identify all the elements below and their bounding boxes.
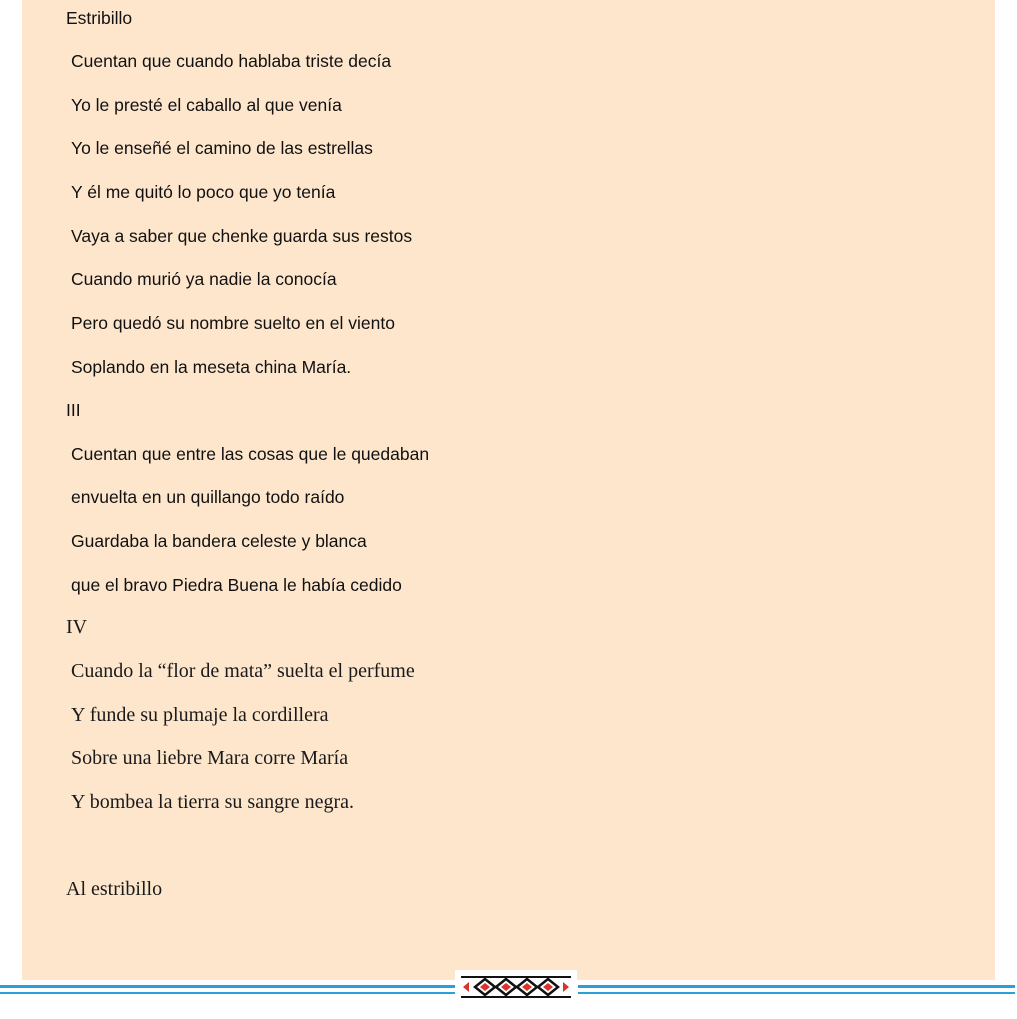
- verse-line: Yo le presté el caballo al que venía: [71, 95, 342, 115]
- section-heading-iii: III: [66, 400, 81, 420]
- verse-line: Vaya a saber que chenke guarda sus restos: [71, 226, 413, 246]
- verse-line: Soplando en la meseta china María.: [71, 357, 352, 377]
- section-heading-estribillo: Estribillo: [66, 8, 133, 28]
- verse-line: Y bombea la tierra su sangre negra.: [71, 791, 355, 813]
- footer-rule-right: [578, 985, 1015, 988]
- section-heading-iv: IV: [66, 616, 88, 638]
- verse-line: Y funde su plumaje la cordillera: [71, 704, 329, 726]
- verse-line: Cuentan que cuando hablaba triste decía: [71, 51, 392, 71]
- verse-line: Sobre una liebre Mara corre María: [71, 747, 349, 769]
- footer-rule-left: [0, 985, 455, 988]
- verse-line: Yo le enseñé el camino de las estrellas: [71, 138, 373, 158]
- andean-weave-motif-icon: [455, 970, 577, 1004]
- refrain-note: Al estribillo: [66, 878, 163, 900]
- verse-line: Guardaba la bandera celeste y blanca: [71, 531, 367, 551]
- verse-line: Y él me quitó lo poco que yo tenía: [71, 182, 336, 202]
- verse-line: Cuando murió ya nadie la conocía: [71, 269, 337, 289]
- footer-rule-left-thin: [0, 992, 455, 994]
- footer-rule-right-thin: [578, 992, 1015, 994]
- verse-line: que el bravo Piedra Buena le había cedido: [71, 575, 402, 595]
- verse-line: envuelta en un quillango todo raído: [71, 487, 345, 507]
- verse-line: Pero quedó su nombre suelto en el viento: [71, 313, 395, 333]
- verse-line: Cuentan que entre las cosas que le quedaban: [71, 444, 430, 464]
- verse-line: Cuando la “flor de mata” suelta el perfume: [71, 660, 415, 682]
